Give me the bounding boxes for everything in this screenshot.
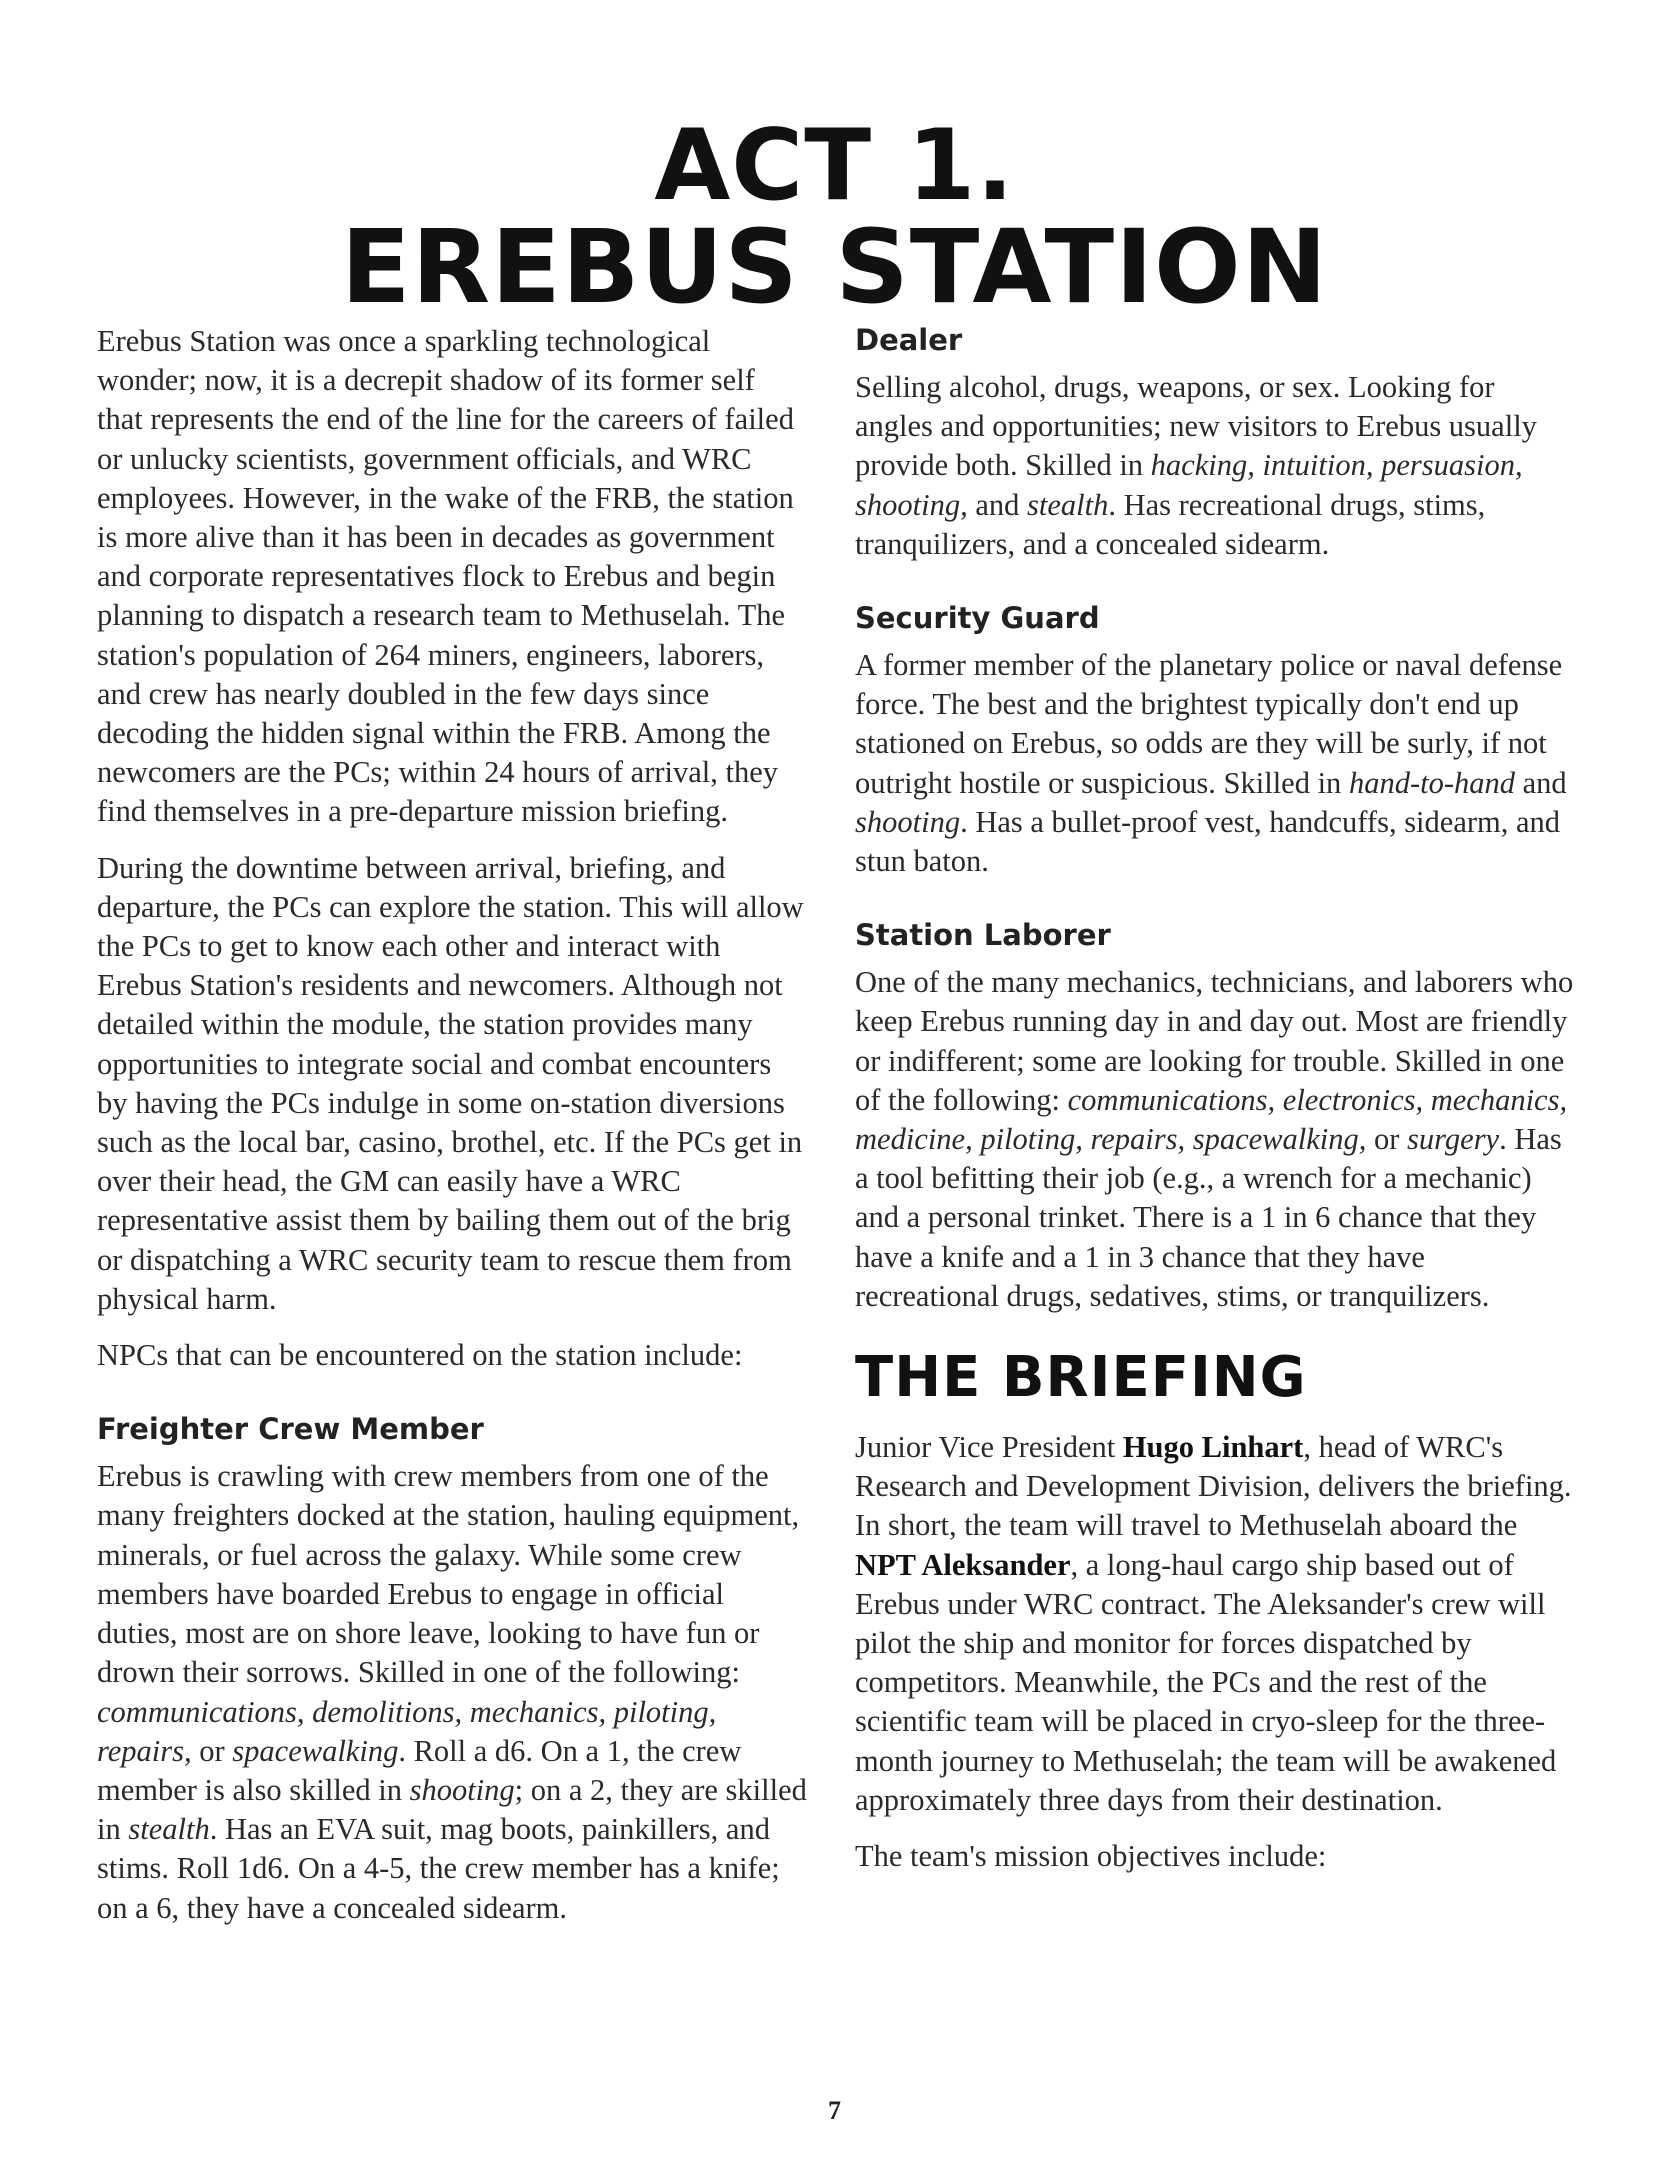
right-column (855, 322, 1575, 1893)
dealer-skills: hacking, intuition, persuasion, shooting, (855, 448, 1523, 522)
title-line-act: ACT 1. (654, 109, 1015, 223)
guard-skill-hand-to-hand: hand-to-hand (1348, 765, 1515, 800)
page-title (0, 109, 1669, 327)
character-name-hugo-linhart: Hugo Linhart (1122, 1430, 1304, 1465)
left-column (97, 322, 807, 1945)
guard-skill-shooting: shooting (855, 804, 961, 839)
freighter-skill-spacewalking: spacewalking (232, 1733, 399, 1768)
freighter-skill-stealth: stealth (128, 1812, 210, 1847)
ship-name-aleksander: NPT Aleksander (855, 1547, 1071, 1582)
freighter-crew-paragraph: Erebus is crawling with crew members from one of the many freighters docked at the station, hauling equipment, minerals, or fuel across the galaxy. While some crew members have boarded Erebus to engage in official duties, most are on shore leave, looking to have fun or drown their sorrows. Skilled in one of the following: communications, demolitions, mechanics, piloting, repairs, or spacewalking. Roll a d6. On a 1, the crew member is also skilled in shooting; on a 2, they are skilled in stealth. Has an EVA suit, mag boots, painkillers, and stims. Roll 1d6. On a 4-5, the crew member has a knife; on a 6, they have a concealed sidearm. (97, 1459, 807, 1925)
station-laborer-heading: Station Laborer (855, 918, 1111, 953)
laborer-skills: communications, electronics, mechanics, medicine, piloting, repairs, spacewalking, (855, 1082, 1568, 1157)
dealer-skill-stealth: stealth (1027, 487, 1109, 522)
freighter-crew-heading: Freighter Crew Member (97, 1412, 484, 1447)
dealer-heading: Dealer (855, 323, 963, 357)
security-guard-paragraph: A former member of the planetary police or naval defense force. The best and the brightest typically don't end up stationed on Erebus, so odds are they will be surly, if not outright hostile or suspicious. Skilled in hand-to-hand and shooting. Has a bullet-proof vest, handcuffs, sidearm, and stun baton. (855, 648, 1567, 879)
freighter-skill-shooting: shooting (409, 1772, 515, 1807)
downtime-paragraph: During the downtime between arrival, briefing, and departure, the PCs can explore the station. This will allow the PCs to get to know each other and interact with Erebus Station's residents and newcomers. Although not detailed within the module, the station provides many opportunities to integrate social and combat encounters by having the PCs indulge in some on-station diversions such as the local bar, casino, brothel, etc. If the PCs get in over their head, the GM can easily have a WRC representative assist them by bailing them out of the brig or dispatching a WRC security team to rescue them from physical harm. (97, 850, 804, 1316)
security-guard-heading: Security Guard (855, 601, 1100, 636)
freighter-skills: communications, demolitions, mechanics, piloting, repairs, (97, 1694, 717, 1768)
intro-paragraph: Erebus Station was once a sparkling technological wonder; now, it is a decrepit shadow of its former self that represents the end of the line for the careers of failed or unlucky scientists, government officials, and WRC employees. However, in the wake of the FRB, the station is more alive than it has been in decades as government and corporate representatives flock to Erebus and begin planning to dispatch a research team to Methuselah. The station's population of 264 miners, engineers, laborers, and crew has nearly doubled in the few days since decoding the hidden signal within the FRB. Among the newcomers are the PCs; within 24 hours of arrival, they find themselves in a pre-departure mission briefing. (97, 324, 794, 829)
dealer-paragraph: Selling alcohol, drugs, weapons, or sex. Looking for angles and opportunities; new visitors to Erebus usually provide both. Skilled in hacking, intuition, persuasion, shooting, and stealth. Has recreational drugs, stims, tranquilizers, and a concealed sidearm. (855, 370, 1537, 561)
mission-objectives-intro: The team's mission objectives include: (855, 1839, 1327, 1874)
title-line-station: EREBUS STATION (340, 208, 1329, 327)
briefing-paragraph: Junior Vice President Hugo Linhart, head of WRC's Research and Development Division, delivers the briefing. In short, the team will travel to Methuselah aboard the NPT Aleksander, a long-haul cargo ship based out of Erebus under WRC contract. The Aleksander's crew will pilot the ship and monitor for forces dispatched by competitors. Meanwhile, the PCs and the rest of the scientific team will be placed in cryo-sleep for the three-month journey to Methuselah; the team will be awakened approximately three days from their destination. (855, 1430, 1572, 1817)
page-number: 7 (828, 2096, 841, 2125)
npc-intro-paragraph: NPCs that can be encountered on the station include: (97, 1338, 743, 1373)
briefing-heading: THE BRIEFING (855, 1345, 1307, 1411)
laborer-skill-surgery: surgery (1407, 1122, 1500, 1157)
station-laborer-paragraph: One of the many mechanics, technicians, and laborers who keep Erebus running day in and day out. Most are friendly or indifferent; some are looking for trouble. Skilled in one of the following: communications, electronics, mechanics, medicine, piloting, repairs, spacewalking, or surgery. Has a tool befitting their job (e.g., a wrench for a mechanic) and a personal trinket. There is a 1 in 6 chance that they have a knife and a 1 in 3 chance that they have recreational drugs, sedatives, stims, or tranquilizers. (855, 965, 1574, 1313)
